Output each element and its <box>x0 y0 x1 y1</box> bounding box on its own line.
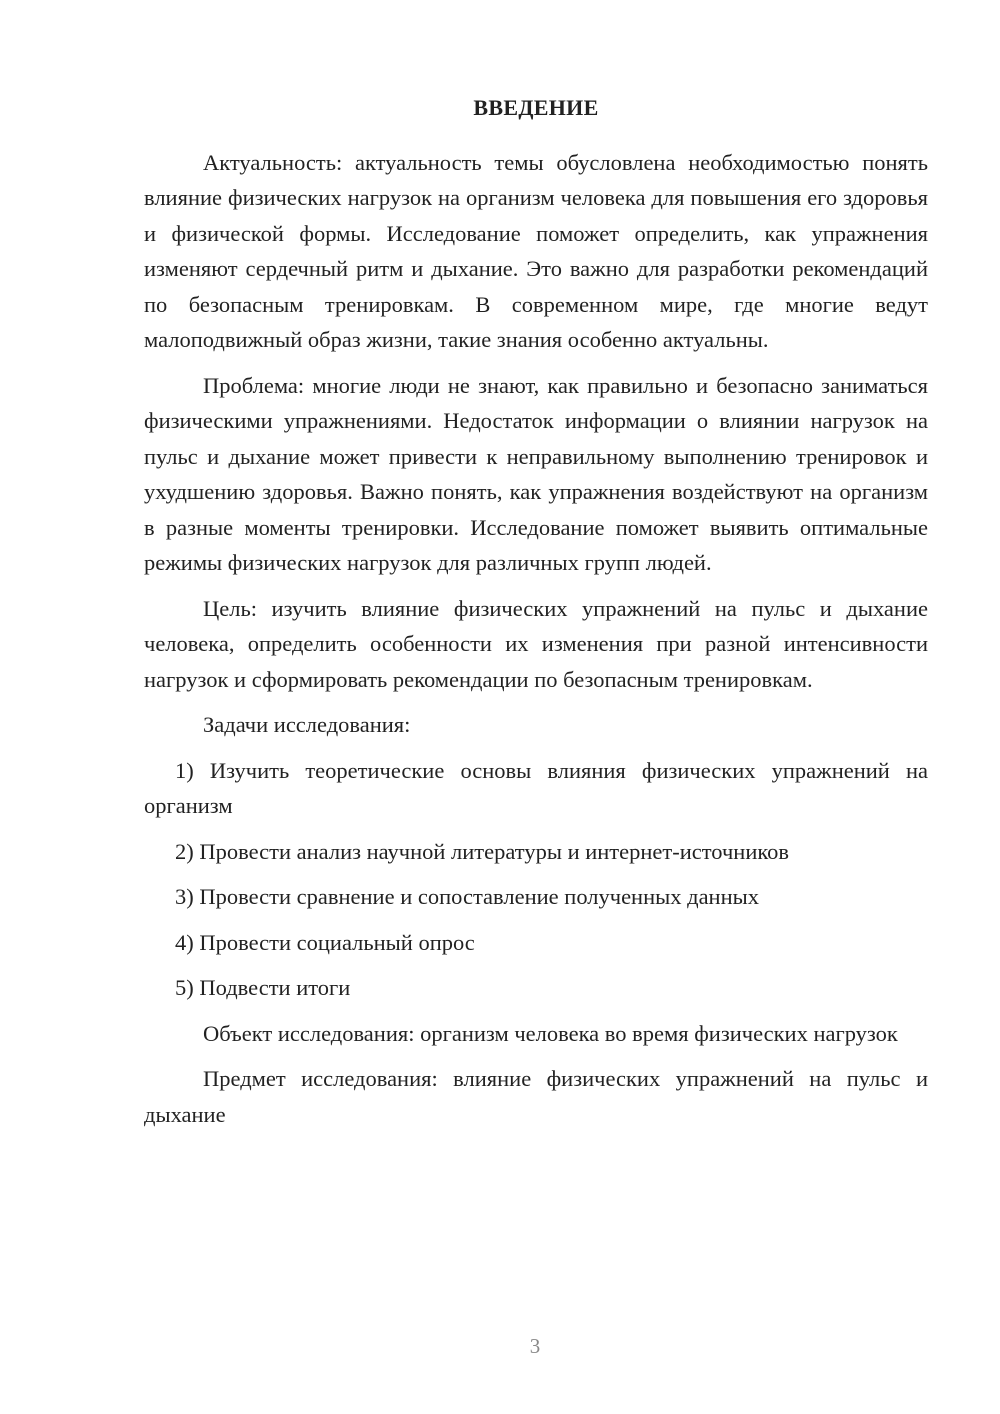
page-content <box>144 90 928 1142</box>
object-paragraph: Объект исследования: организм человека во время физических нагрузок <box>203 1020 898 1046</box>
task-item: 3) Провести сравнение и сопоставление полученных данных <box>175 884 760 909</box>
tasks-list <box>144 753 928 1006</box>
page-number: 3 <box>529 1334 541 1358</box>
task-item: 5) Подвести итоги <box>175 975 351 1000</box>
task-item: 4) Провести социальный опрос <box>175 929 475 955</box>
relevance-paragraph: Актуальность: актуальность темы обусловлена необходимостью понять влияние физических нагрузок на организм человека для повышения его здоровья и физической формы. Исследование поможет определить, как упражнения изменяют сердечный ритм и дыхание. Это важно для разработки рекомендаций по безопасным тренировкам. В современном мире, где многие ведут малоподвижный образ жизни, такие знания особенно актуальны. <box>144 149 928 352</box>
goal-paragraph: Цель: изучить влияние физических упражнений на пульс и дыхание человека, определить особенности их изменения при разной интенсивности нагрузок и сформировать рекомендации по безопасным тренировкам. <box>144 595 928 692</box>
problem-paragraph: Проблема: многие люди не знают, как правильно и безопасно заниматься физическими упражнениями. Недостаток информации о влиянии нагрузок на пульс и дыхание может привести к неправильному выполнению тренировок и ухудшению здоровья. Важно понять, как упражнения воздействуют на организм в разные моменты тренировки. Исследование поможет выявить оптимальные режимы физических нагрузок для различных групп людей. <box>144 372 928 575</box>
tasks-heading: Задачи исследования: <box>203 712 411 737</box>
subject-paragraph: Предмет исследования: влияние физических упражнений на пульс и дыхание <box>144 1066 928 1127</box>
section-title: ВВЕДЕНИЕ <box>473 95 599 120</box>
task-item: 1) Изучить теоретические основы влияния физических упражнений на организм <box>144 757 928 818</box>
task-item: 2) Провести анализ научной литературы и интернет-источников <box>175 838 790 864</box>
